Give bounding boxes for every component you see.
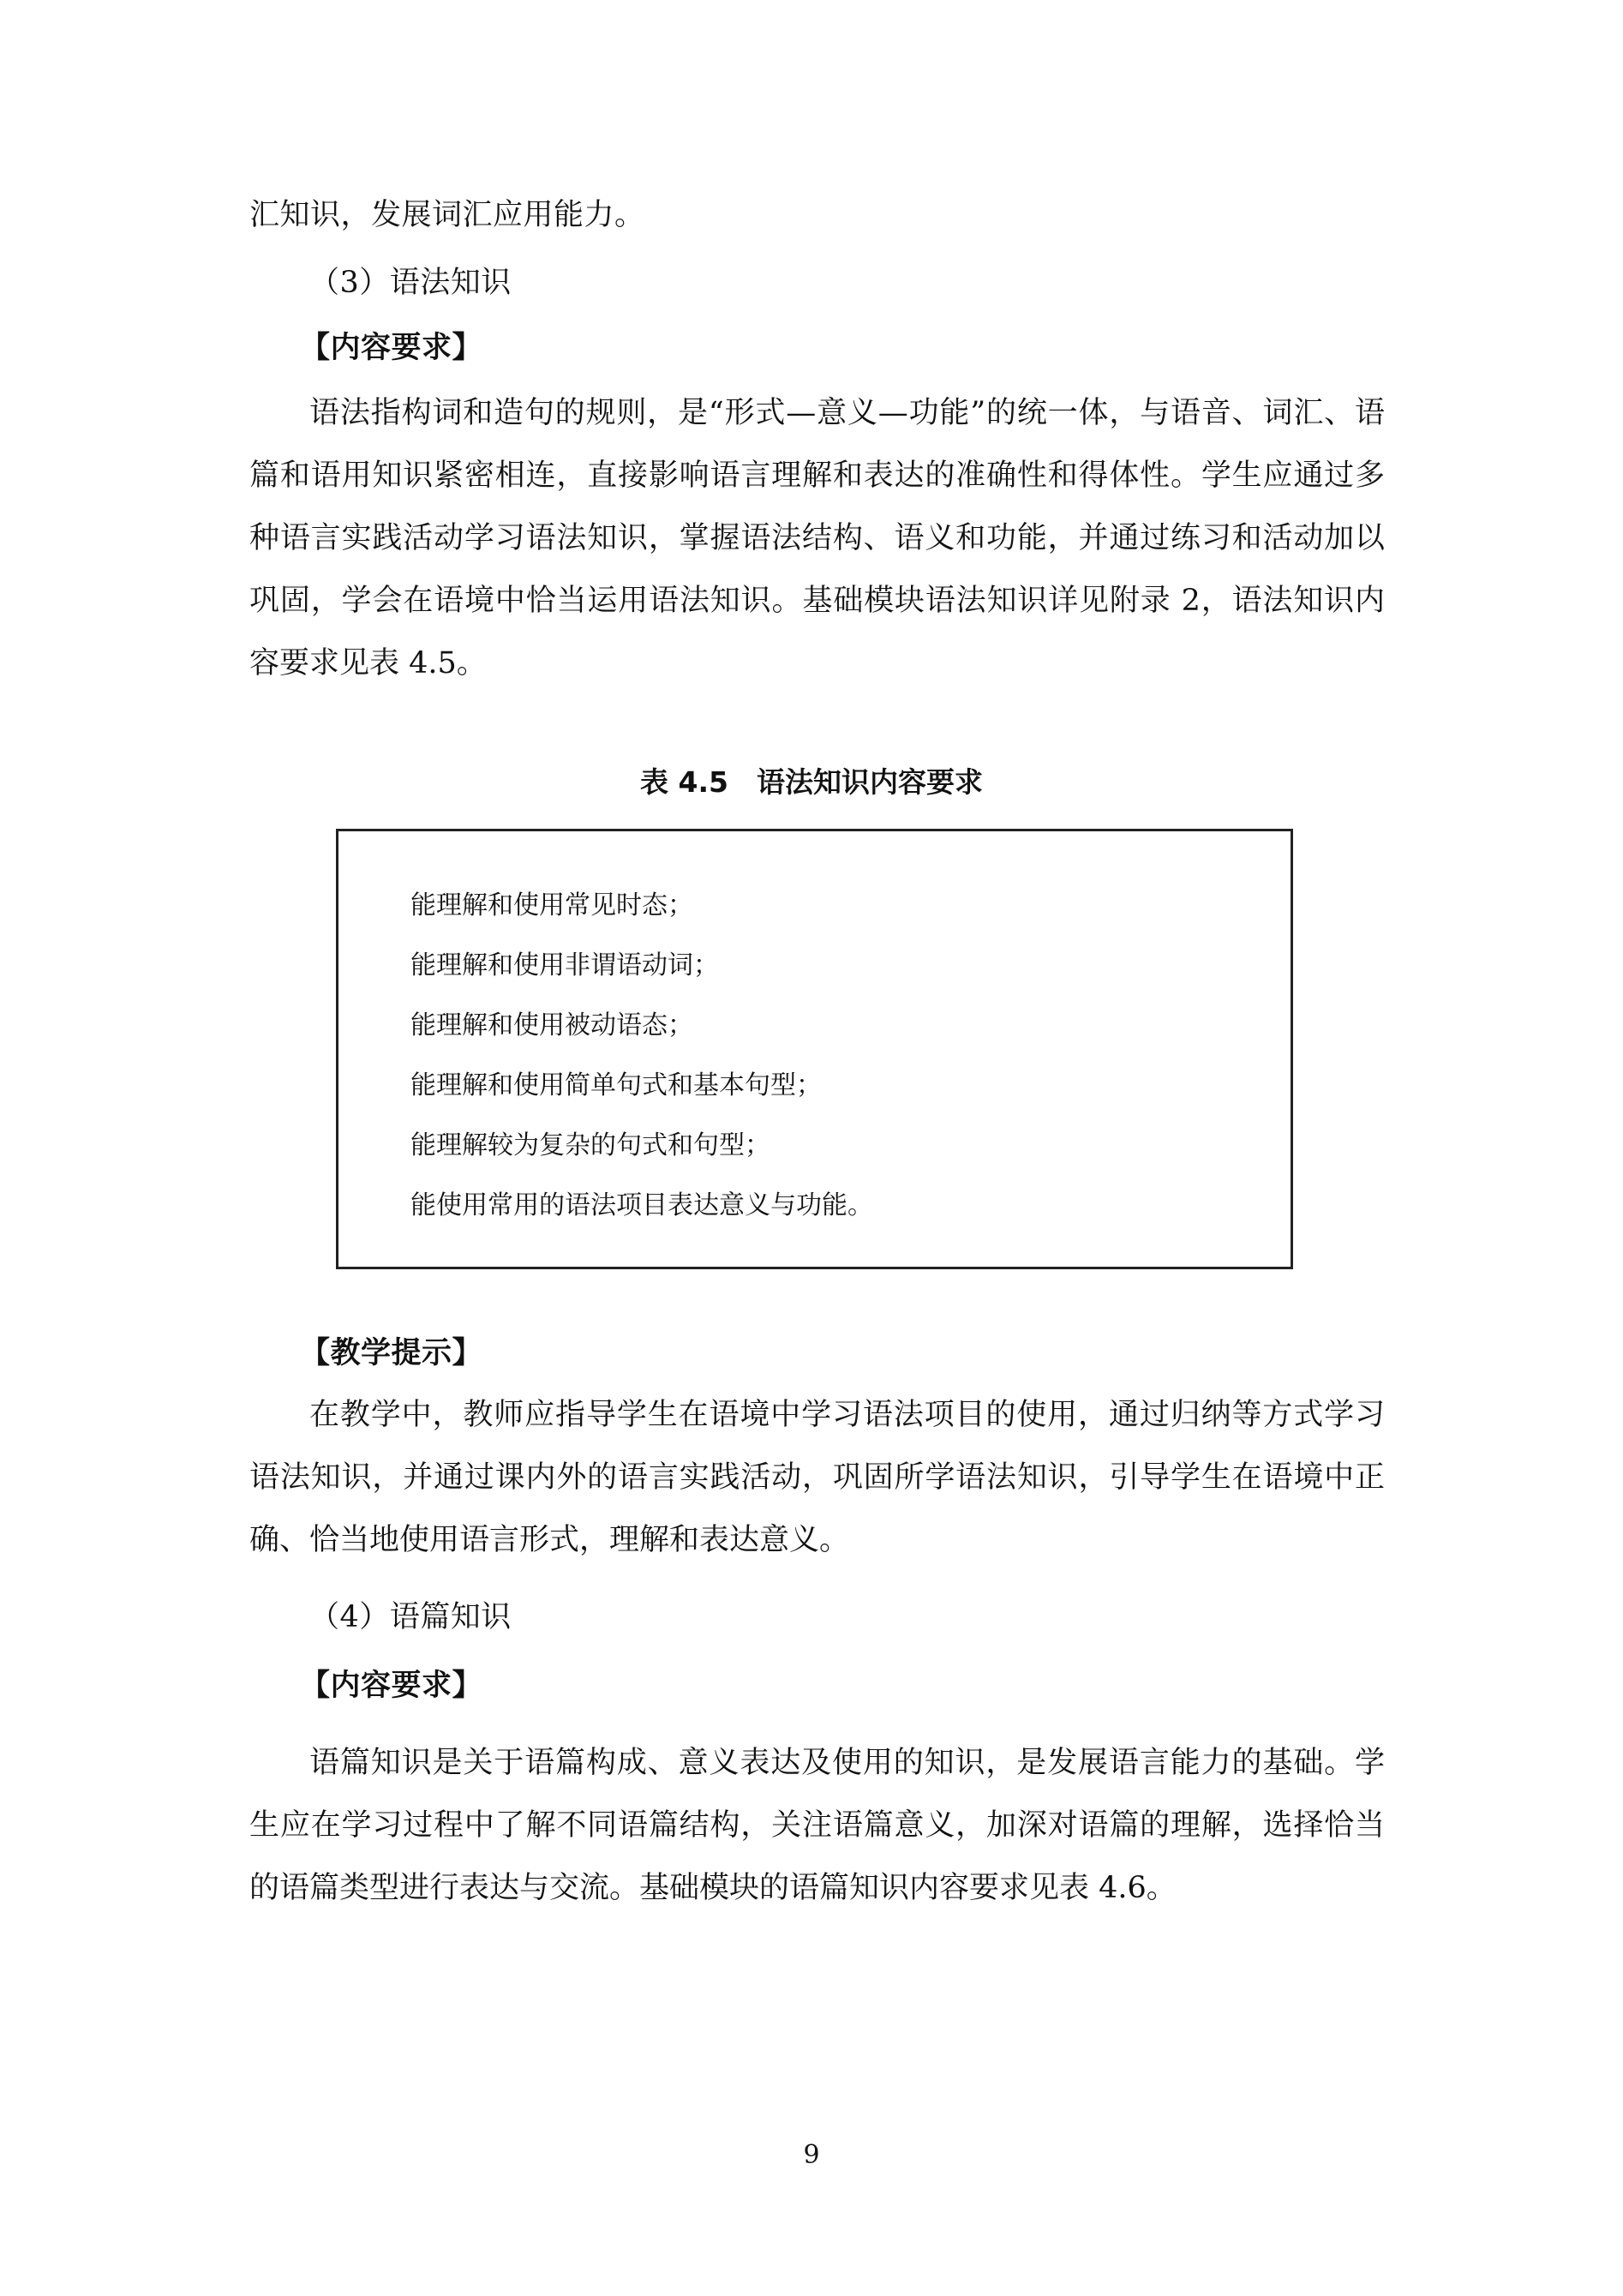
paragraph-continuation: 汇知识，发展词汇应用能力。 bbox=[249, 198, 645, 232]
page-number: 9 bbox=[803, 2140, 820, 2170]
table-item-list bbox=[410, 876, 873, 1236]
table-item: 能理解较为复杂的句式和句型； bbox=[410, 1130, 770, 1160]
section-3-title: （3）语法知识 bbox=[309, 266, 512, 300]
section-4-title: （4）语篇知识 bbox=[309, 1600, 512, 1634]
teaching-tips-paragraph: 在教学中，教师应指导学生在语境中学习语法项目的使用，通过归纳等方式学习语法知识，并通过课内外的语言实践活动，巩固所学语法知识，引导学生在语境中正确、恰当地使用语言形式，理解和表达意义。 bbox=[249, 1398, 1385, 1557]
table-item: 能理解和使用常见时态； bbox=[410, 890, 693, 920]
table-item: 能理解和使用简单句式和基本句型； bbox=[410, 1070, 822, 1100]
table-item: 能理解和使用非谓语动词； bbox=[410, 950, 719, 980]
table-caption: 表 4.5 语法知识内容要求 bbox=[640, 765, 983, 799]
section-3-content-heading: 【内容要求】 bbox=[300, 331, 483, 365]
table-item: 能使用常用的语法项目表达意义与功能。 bbox=[410, 1190, 873, 1220]
table-item: 能理解和使用被动语态； bbox=[410, 1010, 693, 1040]
teaching-tips-heading: 【教学提示】 bbox=[300, 1336, 483, 1370]
section-4-paragraph: 语篇知识是关于语篇构成、意义表达及使用的知识，是发展语言能力的基础。学生应在学习过程中了解不同语篇结构，关注语篇意义，加深对语篇的理解，选择恰当的语篇类型进行表达与交流。基础模块的语篇知识内容要求见表 4.6。 bbox=[249, 1746, 1385, 1905]
section-3-paragraph: 语法指构词和造句的规则，是“形式—意义—功能”的统一体，与语音、词汇、语篇和语用知识紧密相连，直接影响语言理解和表达的准确性和得体性。学生应通过多种语言实践活动学习语法知识，掌握语法结构、语义和功能，并通过练习和活动加以巩固，学会在语境中恰当运用语法知识。基础模块语法知识详见附录 2，语法知识内容要求见表 4.5。 bbox=[249, 396, 1385, 680]
section-4-content-heading: 【内容要求】 bbox=[300, 1669, 483, 1703]
grammar-requirements-table bbox=[336, 829, 1293, 1269]
